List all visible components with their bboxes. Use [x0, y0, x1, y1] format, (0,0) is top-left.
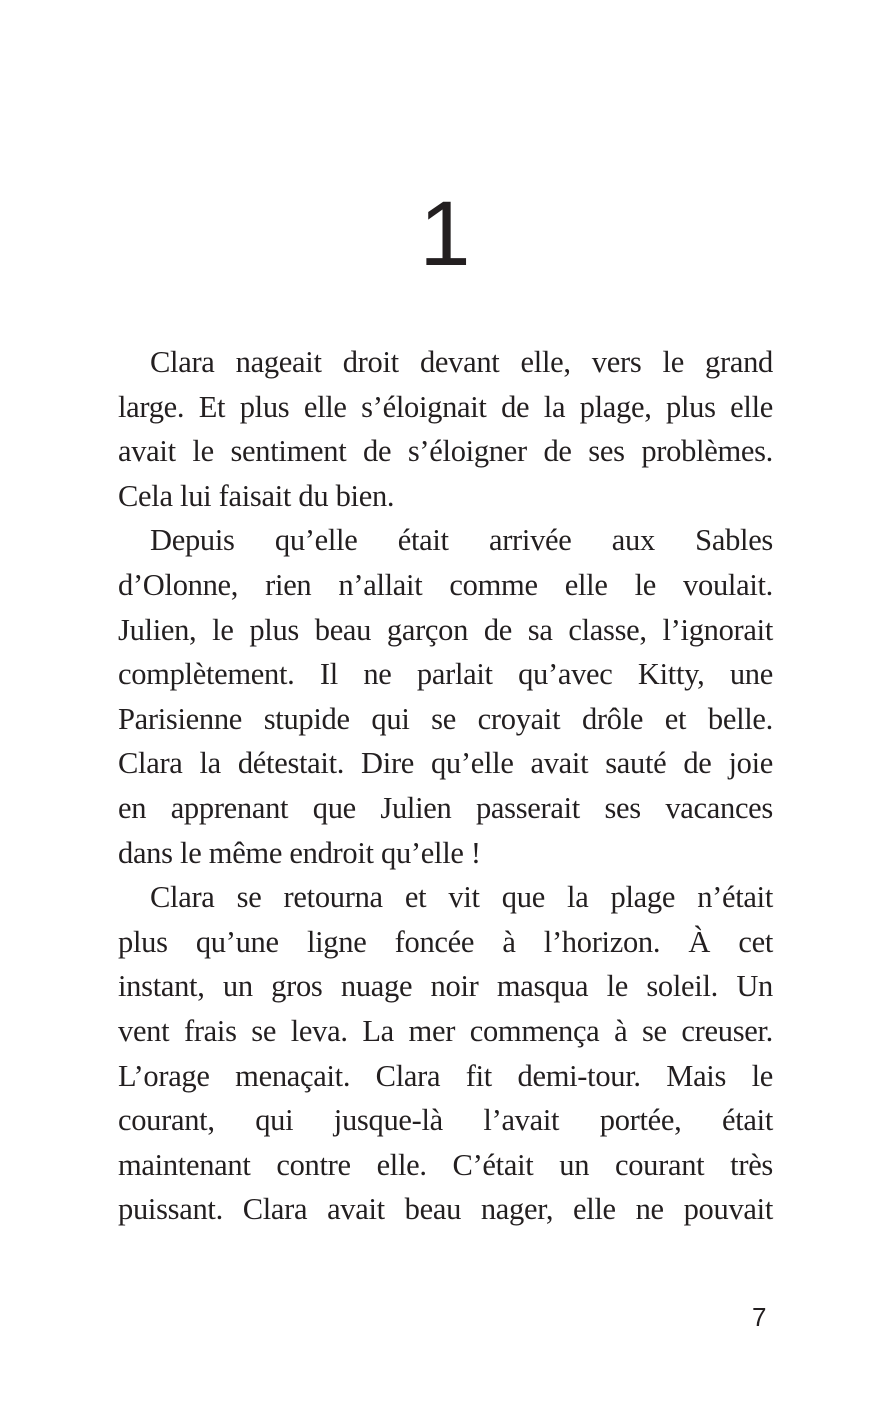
text-line: courant, qui jusque-là l’avait portée, était — [118, 1103, 773, 1138]
text-line: large. Et plus elle s’éloignait de la plage, plus elle — [118, 389, 773, 424]
chapter-number: 1 — [419, 183, 471, 285]
paragraph-1 — [118, 340, 773, 518]
text-line: L’orage menaçait. Clara fit demi-tour. Mais le — [118, 1058, 773, 1093]
text-line: Clara la détestait. Dire qu’elle avait sauté de joie — [118, 746, 773, 781]
body-text — [118, 340, 773, 1232]
text-line: instant, un gros nuage noir masqua le soleil. Un — [118, 969, 773, 1004]
text-line: Julien, le plus beau garçon de sa classe, l’ignorait — [118, 612, 773, 647]
text-line: Cela lui faisait du bien. — [118, 478, 395, 513]
text-line: complètement. Il ne parlait qu’avec Kitty, une — [118, 657, 773, 692]
text-line: Parisienne stupide qui se croyait drôle et belle. — [118, 701, 773, 736]
text-line: plus qu’une ligne foncée à l’horizon. À cet — [118, 924, 773, 959]
paragraph-3 — [118, 875, 773, 1232]
text-line: puissant. Clara avait beau nager, elle ne pouvait — [118, 1192, 773, 1227]
text-line: Clara se retourna et vit que la plage n’était — [150, 880, 773, 915]
text-line: dans le même endroit qu’elle ! — [118, 835, 481, 870]
page-number: 7 — [752, 1302, 767, 1332]
text-line: Depuis qu’elle était arrivée aux Sables — [150, 523, 773, 558]
paragraph-2 — [118, 518, 773, 875]
text-line: en apprenant que Julien passerait ses vacances — [118, 790, 773, 825]
text-line: maintenant contre elle. C’était un courant très — [118, 1147, 773, 1182]
text-line: Clara nageait droit devant elle, vers le grand — [150, 345, 773, 379]
text-line: d’Olonne, rien n’allait comme elle le voulait. — [118, 567, 773, 602]
text-line: avait le sentiment de s’éloigner de ses problèmes. — [118, 434, 773, 469]
text-line: vent frais se leva. La mer commença à se creuser. — [118, 1013, 773, 1048]
